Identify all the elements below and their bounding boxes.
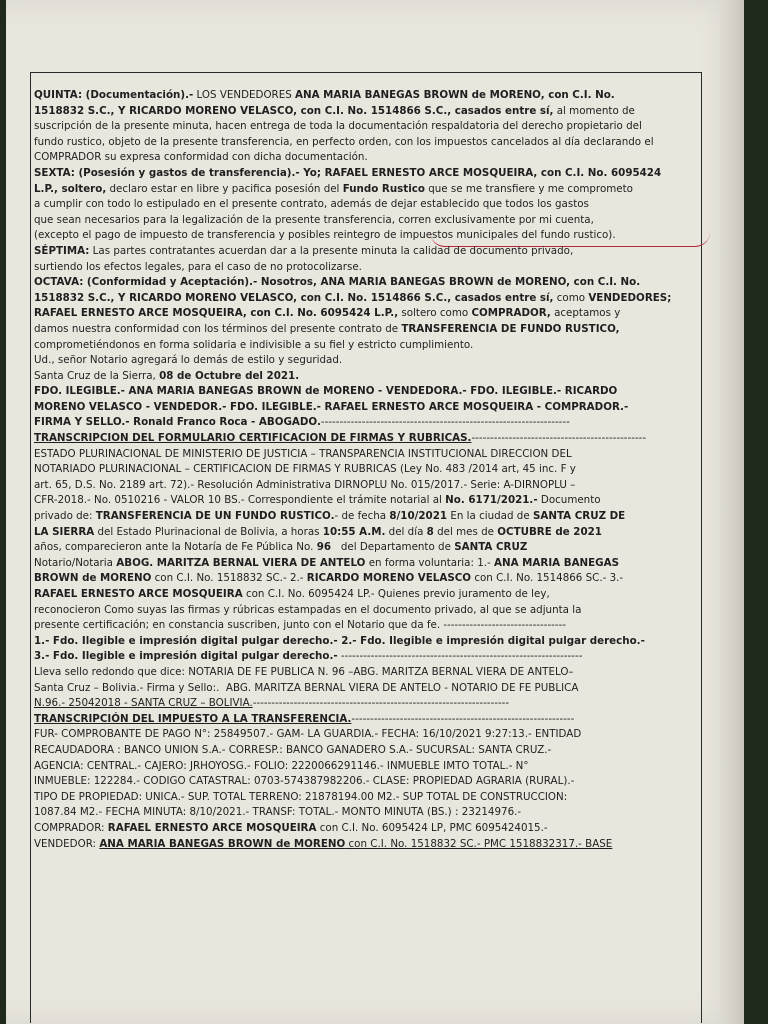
text-segment: VENDEDORES; xyxy=(588,291,672,304)
document-line xyxy=(34,104,682,120)
text-segment: con C.I. No. 6095424 LP.- Quienes previo juramento de ley, xyxy=(242,588,550,600)
text-segment: N.96.- 25042018 - SANTA CRUZ – BOLIVIA. xyxy=(34,697,253,710)
text-segment: LOS VENDEDORES xyxy=(193,89,296,101)
text-segment: 10:55 A.M. xyxy=(322,525,386,538)
document-line xyxy=(34,260,682,276)
document-line xyxy=(34,727,682,743)
document-line xyxy=(34,150,682,166)
document-line xyxy=(34,493,682,509)
document-line xyxy=(34,634,682,650)
text-segment: FIRMA Y SELLO.- Ronald Franco Roca - ABOGADO. xyxy=(34,416,321,429)
document-line xyxy=(34,759,682,775)
text-segment: TRANSCRIPCIÓN DEL IMPUESTO A LA TRANSFERENCIA. xyxy=(34,712,352,725)
text-segment: FUR- COMPROBANTE DE PAGO N°: 25849507.- GAM- LA GUARDIA.- FECHA: 16/10/2021 9:27:13.- ENTIDAD xyxy=(34,728,582,741)
text-segment: comprometiéndonos en forma solidaria e indivisible a su fiel y estricto cumplimiento. xyxy=(34,338,474,351)
text-segment: TRANSFERENCIA DE UN FUNDO RUSTICO. xyxy=(95,510,335,523)
document-line xyxy=(34,743,682,759)
text-segment: BROWN de MORENO xyxy=(34,572,152,585)
text-segment: que sean necesarios para la legalización de la presente transferencia, corren exclusivamente por mi cuenta, xyxy=(34,213,594,226)
text-segment: del Departamento de xyxy=(331,541,455,554)
text-segment: Notario/Notaria xyxy=(34,556,117,569)
text-segment: Las partes contratantes acuerdan dar a la presente minuta la calidad de documento privado, xyxy=(89,244,574,257)
document-line xyxy=(34,478,682,494)
document-line xyxy=(34,353,682,369)
text-segment: SEXTA: (Posesión y gastos de transferencia).- Yo; RAFAEL ERNESTO ARCE MOSQUEIRA, con C.I. No. 6095424 xyxy=(34,166,662,179)
document-line xyxy=(34,431,682,447)
text-segment: NOTARIADO PLURINACIONAL – CERTIFICACION DE FIRMAS Y RUBRICAS (Ley No. 483 /2014 art, 45 inc. F y xyxy=(34,463,576,476)
text-segment: del Estado Plurinacional de Bolivia, a horas xyxy=(94,525,323,538)
text-segment: --------------------------------------------------------------------- xyxy=(252,697,510,710)
text-segment: AGENCIA: CENTRAL.- CAJERO: JRHOYOSG.- FOLIO: 2220066291146.- INMUEBLE IMTO TOTAL.- N° xyxy=(34,759,529,772)
text-segment: con C.I. No. 1514866 SC.- 3.- xyxy=(471,572,624,585)
document-line xyxy=(34,603,682,619)
text-segment: con C.I. No. 6095424 LP, PMC 6095424015.- xyxy=(316,821,548,834)
document-line xyxy=(34,790,682,806)
text-segment: al momento de xyxy=(553,104,635,117)
document-line xyxy=(34,774,682,790)
document-line xyxy=(34,415,682,431)
text-segment: No. 6171/2021.- xyxy=(445,494,538,507)
text-segment: con C.I. No. 1518832 SC.- PMC 1518832317.- BASE xyxy=(345,837,613,850)
document-line xyxy=(34,681,682,697)
text-segment: RICARDO MORENO VELASCO xyxy=(306,572,472,585)
text-segment: presente certificación; en constancia suscriben, junto con el Notario que da fe. --------------------------------- xyxy=(34,619,567,632)
text-segment: LA SIERRA xyxy=(34,525,95,538)
document-line xyxy=(34,291,682,307)
text-segment: SANTA CRUZ DE xyxy=(532,510,626,523)
document-line xyxy=(34,135,682,151)
text-segment: del mes de xyxy=(433,525,498,538)
text-segment: QUINTA: (Documentación).- xyxy=(34,89,194,101)
document-body xyxy=(34,88,682,852)
text-segment: 3.- Fdo. Ilegible e impresión digital pulgar derecho.- xyxy=(34,650,338,663)
text-segment: ------------------------------------------------------------ xyxy=(351,712,575,725)
document-line xyxy=(34,556,682,572)
text-segment: 96 xyxy=(316,541,332,554)
text-segment: 1518832 S.C., Y RICARDO MORENO VELASCO, con C.I. No. 1514866 S.C., casados entre sí, xyxy=(34,291,554,304)
text-segment: CFR-2018.- No. 0510216 - VALOR 10 BS.- Correspondiente el trámite notarial al xyxy=(34,494,446,507)
text-segment: COMPRADOR su expresa conformidad con dicha documentación. xyxy=(34,151,368,164)
text-segment: INMUEBLE: 122284.- CODIGO CATASTRAL: 0703-574387982206.- CLASE: PROPIEDAD AGRARIA (RURAL).- xyxy=(34,775,575,788)
document-line xyxy=(34,244,682,260)
document-line xyxy=(34,88,682,104)
text-segment: COMPRADOR: xyxy=(34,821,108,834)
text-segment: VENDEDOR: xyxy=(34,837,100,850)
document-line xyxy=(34,275,682,291)
text-segment: Lleva sello redondo que dice: NOTARIA DE FE PUBLICA N. 96 –ABG. MARITZA BERNAL VIERA DE ANTELO– xyxy=(34,665,574,678)
document-line xyxy=(34,665,682,681)
text-segment: TRANSFERENCIA DE FUNDO RUSTICO, xyxy=(401,322,620,335)
text-segment: RAFAEL ERNESTO ARCE MOSQUEIRA xyxy=(34,588,243,600)
text-segment: Santa Cruz – Bolivia.- Firma y Sello:. ABG. MARITZA BERNAL VIERA DE ANTELO - NOTARIO DE FE PUBLICA xyxy=(34,681,579,694)
document-line xyxy=(34,509,682,525)
text-segment: que se me transfiere y me comprometo xyxy=(424,182,633,195)
text-segment: reconocieron Como suyas las firmas y rúbricas estampadas en el documento privado, al que se adjunta la xyxy=(34,603,582,616)
text-segment: Fundo Rustico xyxy=(342,182,425,195)
document-line xyxy=(34,166,682,182)
text-segment: RAFAEL ERNESTO ARCE MOSQUEIRA, con C.I. No. 6095424 L.P., xyxy=(34,307,399,320)
document-line xyxy=(34,197,682,213)
document-line xyxy=(34,649,682,665)
document-line xyxy=(34,400,682,416)
text-segment: soltero como xyxy=(398,307,472,320)
text-segment: (excepto el pago de impuesto de transferencia y posibles reintegro de impuestos municipales del fundo rustico). xyxy=(34,229,616,242)
text-segment: 1.- Fdo. Ilegible e impresión digital pulgar derecho.- 2.- Fdo. Ilegible e impresión digital pulgar derecho.- xyxy=(34,634,645,647)
text-segment: suscripción de la presente minuta, hacen entrega de toda la documentación respaldatoria del derecho propietario del xyxy=(34,120,642,133)
text-segment: Santa Cruz de la Sierra, xyxy=(34,369,160,382)
document-line xyxy=(34,384,682,400)
document-line xyxy=(34,618,682,634)
text-segment: declaro estar en libre y pacifica posesión del xyxy=(106,182,343,195)
document-line xyxy=(34,462,682,478)
text-segment: ------------------------------------------------------------------- xyxy=(320,416,570,429)
text-segment: aceptamos y xyxy=(550,307,621,320)
text-segment: 8 xyxy=(426,525,434,538)
text-segment: con C.I. No. 1518832 SC.- 2.- xyxy=(151,572,307,585)
text-segment: ANA MARIA BANEGAS xyxy=(494,556,620,569)
document-line xyxy=(34,540,682,556)
document-line xyxy=(34,805,682,821)
text-segment: del día xyxy=(385,525,427,538)
document-line xyxy=(34,571,682,587)
page-edge-shadow xyxy=(720,0,744,1024)
document-line xyxy=(34,119,682,135)
document-line xyxy=(34,213,682,229)
text-segment: ----------------------------------------------- xyxy=(471,432,647,445)
document-line xyxy=(34,821,682,837)
document-line xyxy=(34,837,682,853)
text-segment: ----------------------------------------------------------------- xyxy=(337,650,583,663)
text-segment: surtiendo los efectos legales, para el caso de no protocolizarse. xyxy=(34,260,362,273)
text-segment: ANA MARIA BANEGAS BROWN de MORENO xyxy=(99,837,346,850)
document-line xyxy=(34,338,682,354)
text-segment: OCTUBRE de 2021 xyxy=(497,525,602,538)
text-segment: ESTADO PLURINACIONAL DE MINISTERIO DE JUSTICIA – TRANSPARENCIA INSTITUCIONAL DIRECCION DEL xyxy=(34,447,572,460)
text-segment: - de fecha xyxy=(334,510,390,523)
text-segment: RECAUDADORA : BANCO UNION S.A.- CORRESP.: BANCO GANADERO S.A.- SUCURSAL: SANTA CRUZ.- xyxy=(34,743,552,756)
text-segment: 08 de Octubre del 2021. xyxy=(159,369,300,382)
document-line xyxy=(34,447,682,463)
text-segment: SANTA CRUZ xyxy=(454,541,528,554)
text-segment: privado de: xyxy=(34,510,96,523)
text-segment: L.P., soltero, xyxy=(34,182,107,195)
text-segment: fundo rustico, objeto de la presente transferencia, en perfecto orden, con los impuestos cancelados al día declarando el xyxy=(34,135,654,148)
document-line xyxy=(34,525,682,541)
text-segment: años, comparecieron ante la Notaría de Fe Pública No. xyxy=(34,541,317,554)
text-segment: Ud., señor Notario agregará lo demás de estilo y seguridad. xyxy=(34,354,343,367)
text-segment: como xyxy=(553,291,589,304)
text-segment: TIPO DE PROPIEDAD: UNICA.- SUP. TOTAL TERRENO: 21878194.00 M2.- SUP TOTAL DE CONSTRUCCION: xyxy=(34,790,568,803)
text-segment: OCTAVA: (Conformidad y Aceptación).- Nosotros, ANA MARIA BANEGAS BROWN de MORENO, con C.I. No. xyxy=(34,276,641,289)
text-segment: FDO. ILEGIBLE.- ANA MARIA BANEGAS BROWN de MORENO - VENDEDORA.- FDO. ILEGIBLE.- RICARDO xyxy=(34,385,618,398)
text-segment: SÉPTIMA: xyxy=(34,244,90,257)
text-segment: damos nuestra conformidad con los términos del presente contrato de xyxy=(34,322,402,335)
document-line xyxy=(34,369,682,385)
document-line xyxy=(34,696,682,712)
text-segment: 1518832 S.C., Y RICARDO MORENO VELASCO, con C.I. No. 1514866 S.C., casados entre sí, xyxy=(34,104,554,117)
document-line xyxy=(34,587,682,603)
text-segment: 8/10/2021 xyxy=(389,510,448,523)
document-line xyxy=(34,306,682,322)
text-segment: art. 65, D.S. No. 2189 art. 72).- Resolución Administrativa DIRNOPLU No. 015/2017.- Serie: A-DIRNOPLU – xyxy=(34,478,576,491)
text-segment: En la ciudad de xyxy=(447,510,533,523)
text-segment: TRANSCRIPCION DEL FORMULARIO CERTIFICACION DE FIRMAS Y RUBRICAS. xyxy=(34,432,472,445)
document-line xyxy=(34,322,682,338)
text-segment: RAFAEL ERNESTO ARCE MOSQUEIRA xyxy=(107,821,317,834)
document-line xyxy=(34,228,682,244)
text-segment: a cumplir con todo lo estipulado en el presente contrato, además de dejar establecido que todos los gastos xyxy=(34,198,589,211)
text-segment: en forma voluntaria: 1.- xyxy=(365,556,495,569)
text-segment: 1087.84 M2.- FECHA MINUTA: 8/10/2021.- TRANSF: TOTAL.- MONTO MINUTA (BS.) : 23214976.- xyxy=(34,806,522,819)
document-line xyxy=(34,182,682,198)
document-line xyxy=(34,712,682,728)
text-segment: ANA MARIA BANEGAS BROWN de MORENO, con C.I. No. xyxy=(295,89,615,101)
text-segment: COMPRADOR, xyxy=(471,307,551,320)
text-segment: Documento xyxy=(537,494,601,507)
text-segment: ABOG. MARITZA BERNAL VIERA DE ANTELO xyxy=(116,556,366,569)
text-segment: MORENO VELASCO - VENDEDOR.- FDO. ILEGIBLE.- RAFAEL ERNESTO ARCE MOSQUEIRA - COMPRADOR.- xyxy=(34,400,629,413)
